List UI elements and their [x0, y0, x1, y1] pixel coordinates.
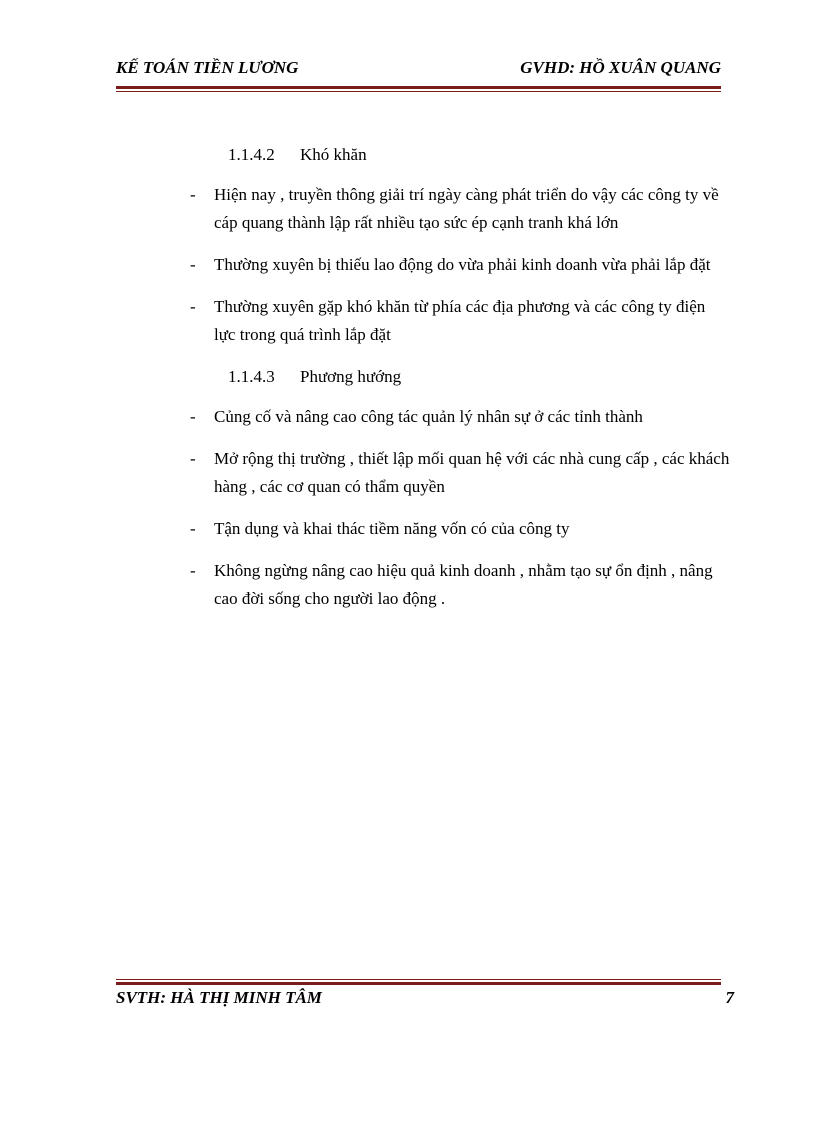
page-number: 7 — [725, 988, 734, 1007]
section-title: Khó khăn — [300, 145, 367, 164]
bullet-dash: - — [190, 407, 196, 426]
section-number: 1.1.4.3 — [228, 367, 275, 386]
footer-rule-thick — [116, 982, 721, 985]
footer-student: SVTH: HÀ THỊ MINH TÂM — [116, 988, 322, 1007]
list-item — [190, 251, 730, 279]
bullet-dash: - — [190, 297, 196, 316]
bullet-dash: - — [190, 185, 196, 204]
bullet-dash: - — [190, 255, 196, 274]
page-header — [116, 58, 721, 84]
list-item — [190, 557, 730, 613]
header-rule — [116, 86, 721, 92]
list-item-text: Không ngừng nâng cao hiệu quả kinh doanh , nhằm tạo sự ổn định , nâng cao đời sống cho người lao động . — [214, 561, 713, 608]
list-item — [190, 445, 730, 501]
section-title: Phương hướng — [300, 367, 402, 386]
list-item — [190, 181, 730, 237]
bullet-dash: - — [190, 561, 196, 580]
list-item — [190, 293, 730, 349]
header-rule-thin — [116, 91, 721, 92]
list-item — [190, 515, 730, 543]
list-item-text: Tận dụng và khai thác tiềm năng vốn có của công ty — [214, 519, 570, 538]
section-heading-direction — [228, 363, 730, 391]
list-item-text: Thường xuyên gặp khó khăn từ phía các địa phương và các công ty điện lực trong quá trình lắp đặt — [214, 297, 706, 344]
section-number: 1.1.4.2 — [228, 145, 275, 164]
list-item — [190, 403, 730, 431]
header-title: KẾ TOÁN TIỀN LƯƠNG — [116, 58, 299, 77]
list-item-text: Hiện nay , truyền thông giải trí ngày càng phát triển do vậy các công ty về cáp quang thành lập rất nhiều tạo sức ép cạnh tranh khá lớn — [214, 185, 719, 232]
footer-rule-thin — [116, 979, 721, 980]
bullet-dash: - — [190, 519, 196, 538]
list-item-text: Thường xuyên bị thiếu lao động do vừa phải kinh doanh vừa phải lắp đặt — [214, 255, 711, 274]
list-item-text: Củng cố và nâng cao công tác quản lý nhân sự ở các tỉnh thành — [214, 407, 643, 426]
footer-rule — [116, 979, 721, 985]
section-heading-difficulties — [228, 141, 730, 169]
body-content — [190, 141, 730, 627]
header-advisor: GVHD: HỒ XUÂN QUANG — [520, 58, 721, 77]
bullet-dash: - — [190, 449, 196, 468]
header-rule-thick — [116, 86, 721, 89]
list-item-text: Mở rộng thị trường , thiết lập mối quan hệ với các nhà cung cấp , các khách hàng , các cơ quan có thẩm quyền — [214, 449, 730, 496]
